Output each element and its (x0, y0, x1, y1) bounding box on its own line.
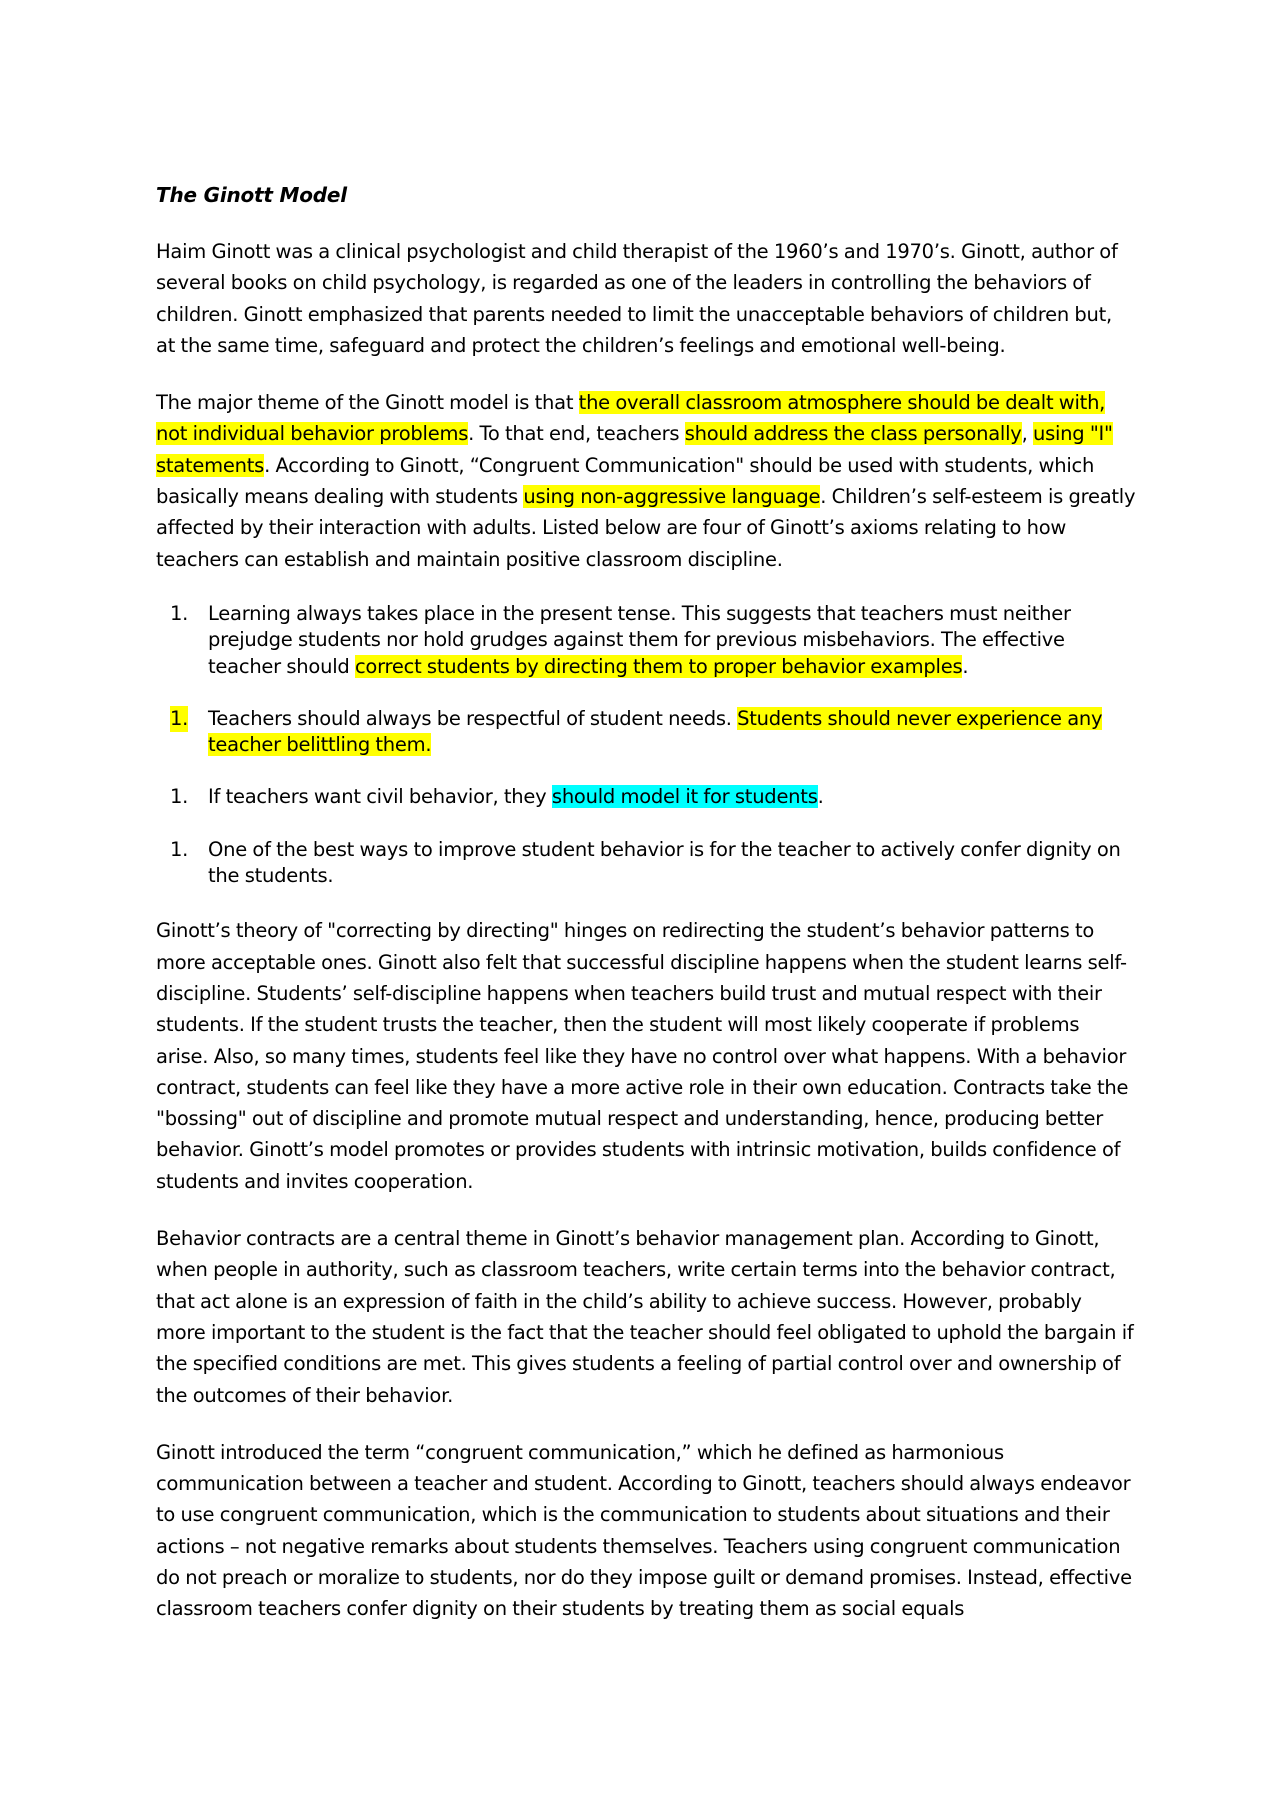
paragraph-correcting-by-directing: Ginott’s theory of "correcting by directing" hinges on redirecting the student’s behavior patterns to more acceptable ones. Ginott also felt that successful discipline happens when the student learns self-discipline. Students’ self-discipline happens when teachers build trust and mutual respect with their students. If the student trusts the teacher, then the student will most likely cooperate if problems arise. Also, so many times, students feel like they have no control over what happens. With a behavior contract, students can feel like they have a more active role in their own education. Contracts take the "bossing" out of discipline and promote mutual respect and understanding, hence, producing better behavior. Ginott’s model promotes or provides students with intrinsic motivation, builds confidence of students and invites cooperation. (156, 919, 1129, 1193)
highlight-yellow: using non-aggressive language (523, 485, 821, 509)
list-number: 1. (170, 601, 189, 625)
text-run: The major theme of the Ginott model is that (156, 391, 579, 415)
text-run: . (962, 654, 969, 678)
text-run: , (1021, 422, 1033, 446)
text-run: . Children’s self-esteem is greatly affected by their interaction with adults. Listed below are four of Ginott’s axioms relating to how teachers can establish and maintain positive classroom discipline. (156, 485, 1136, 571)
list-item (156, 784, 1136, 810)
list-item (156, 837, 1136, 890)
text-run: If teachers want civil behavior, they (208, 785, 552, 809)
text-run: . According to Ginott, “Congruent Communication" should be used with students, which basically means dealing with students (156, 453, 1095, 509)
paragraph-intro: Haim Ginott was a clinical psychologist and child therapist of the 1960’s and 1970’s. Ginott, author of several books on child psychology, is regarded as one of the leaders in controlling the behaviors of children. Ginott emphasized that parents needed to limit the unacceptable behaviors of children but, at the same time, safeguard and protect the children’s feelings and emotional well-being. (156, 240, 1118, 357)
highlight-yellow: Students should never experience any teacher belittling them. (208, 706, 1103, 757)
text-run: . (817, 785, 824, 809)
highlight-yellow: correct students by directing them to proper behavior examples (354, 654, 963, 678)
axioms-list (156, 601, 1136, 889)
list-number: 1. (170, 785, 189, 809)
text-run: Teachers should always be respectful of student needs. (208, 706, 738, 730)
text-run: . To that end, teachers (468, 422, 685, 446)
text-run: Learning always takes place in the present tense. This suggests that teachers must neither prejudge students nor hold grudges against them for previous misbehaviors. The effective teacher should (208, 601, 1071, 678)
paragraph-congruent-communication: Ginott introduced the term “congruent communication,” which he defined as harmonious communication between a teacher and student. According to Ginott, teachers should always endeavor to use congruent communication, which is the communication to students about situations and their actions – not negative remarks about students themselves. Teachers using congruent communication do not preach or moralize to students, nor do they impose guilt or demand promises. Instead, effective classroom teachers confer dignity on their students by treating them as social equals (156, 1440, 1132, 1621)
paragraph-major-theme (156, 387, 1136, 575)
list-item (156, 601, 1136, 680)
list-number: 1. (170, 837, 189, 861)
text-run: One of the best ways to improve student behavior is for the teacher to actively confer dignity on the students. (208, 837, 1121, 888)
list-number: 1. (170, 706, 188, 732)
document-title: The Ginott Model (156, 183, 347, 207)
highlight-yellow: should address the class personally (684, 422, 1022, 446)
highlight-yellow: using "I" statements (156, 422, 1113, 477)
highlight-cyan: should model it for students (551, 785, 818, 809)
document-body (156, 182, 1136, 1651)
list-item (156, 706, 1136, 759)
highlight-yellow: the overall classroom atmosphere should be dealt with, not individual behavior problems (156, 391, 1106, 446)
paragraph-behavior-contracts: Behavior contracts are a central theme in Ginott’s behavior management plan. According to Ginott, when people in authority, such as classroom teachers, write certain terms into the behavior contract, that act alone is an expression of faith in the child’s ability to achieve success. However, probably more important to the student is the fact that the teacher should feel obligated to uphold the bargain if the specified conditions are met. This gives students a feeling of partial control over and ownership of the outcomes of their behavior. (156, 1227, 1134, 1407)
